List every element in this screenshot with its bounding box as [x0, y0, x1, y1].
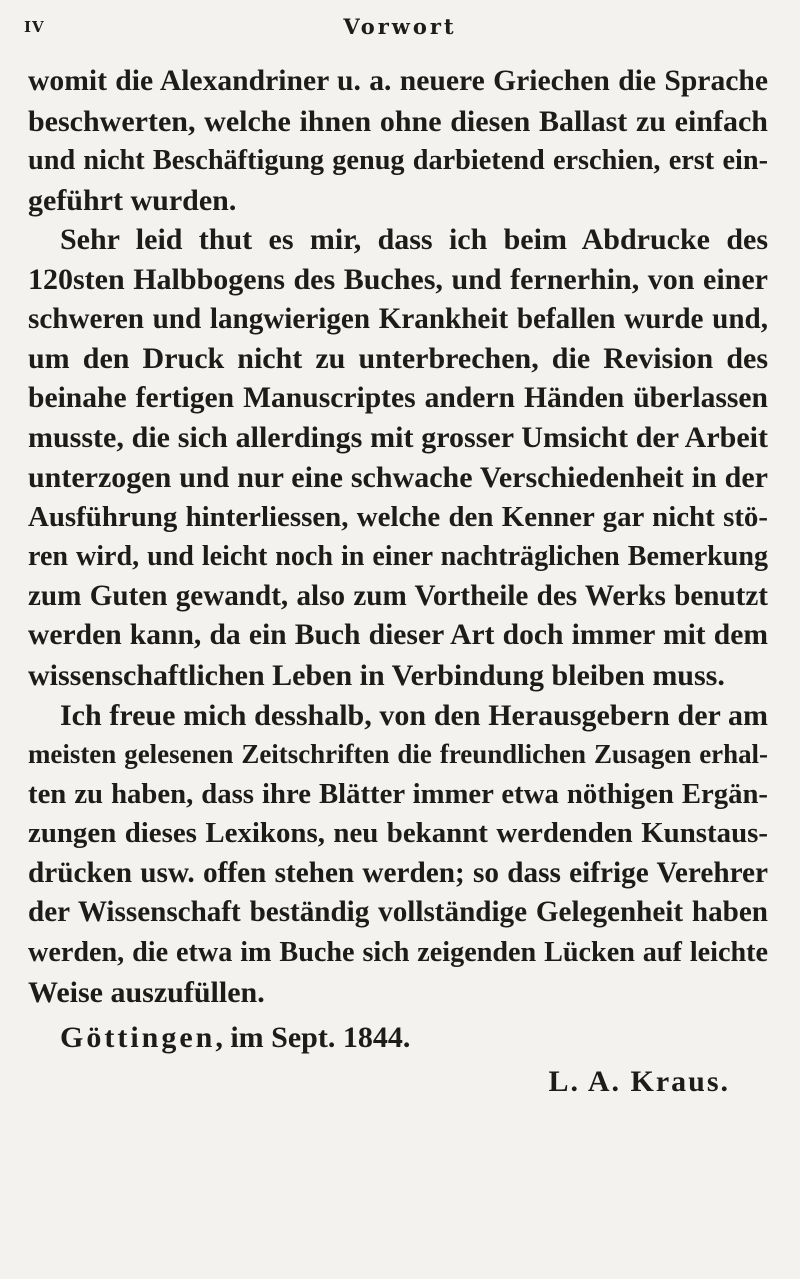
text-line: meisten gelesenen Zeitschriften die freundlichen Zusagen erhal- — [28, 739, 768, 770]
paragraph-2 — [28, 220, 768, 695]
text-line: der Wissenschaft beständig vollständige Gelegenheit haben — [28, 896, 768, 929]
section-title: Vorwort — [343, 14, 457, 39]
text-line: wissenschaftlichen Leben in Verbindung bleiben muss. — [28, 658, 725, 692]
text-line: und nicht Beschäftigung genug darbietend erschien, erst ein- — [28, 145, 768, 177]
text-line: drücken usw. offen stehen werden; so dass eifrige Verehrer — [28, 856, 768, 889]
text-line: werden kann, da ein Buch dieser Art doch immer mit dem — [28, 619, 768, 652]
text-line: zum Guten gewandt, also zum Vortheile des Werks benutzt — [28, 579, 768, 612]
text-line: musste, die sich allerdings mit grosser Umsicht der Arbeit — [28, 421, 768, 455]
text-line: Ich freue mich desshalb, von den Herausgebern der am — [60, 698, 768, 732]
place: Göttingen — [60, 1021, 216, 1055]
text-line: zungen dieses Lexikons, neu bekannt werdenden Kunstaus- — [28, 817, 768, 850]
signature: L. A. Kraus. — [548, 1065, 730, 1099]
page-number: IV — [24, 18, 45, 36]
body-text — [28, 62, 768, 1104]
text-line: Sehr leid thut es mir, dass ich beim Abdrucke des — [60, 223, 768, 257]
text-line: unterzogen und nur eine schwache Verschiedenheit in der — [28, 460, 768, 494]
date: , im Sept. 1844. — [215, 1021, 411, 1055]
text-line: beschwerten, welche ihnen ohne diesen Ballast zu einfach — [28, 104, 768, 138]
paragraph-3 — [28, 696, 768, 1013]
text-line: Weise auszufüllen. — [28, 975, 265, 1009]
text-line: 120sten Halbbogens des Buches, und fernerhin, von einer — [28, 262, 768, 296]
text-line: geführt wurden. — [28, 183, 237, 217]
text-line: womit die Alexandriner u. a. neuere Griechen die Sprache — [28, 65, 768, 97]
running-head — [0, 12, 800, 48]
text-line: um den Druck nicht zu unterbrechen, die Revision des — [28, 342, 768, 376]
place-date — [28, 1016, 768, 1060]
text-line: schweren und langwierigen Krankheit befallen wurde und, — [28, 302, 768, 335]
text-line: ten zu haben, dass ihre Blätter immer etwa nöthigen Ergän- — [28, 777, 768, 810]
text-line: werden, die etwa im Buche sich zeigenden Lücken auf leichte — [28, 937, 768, 969]
text-line: ren wird, und leicht noch in einer nachträglichen Bemerkung — [28, 541, 768, 573]
text-line: Ausführung hinterliessen, welche den Kenner gar nicht stö- — [28, 500, 768, 533]
text-line: beinahe fertigen Manuscriptes andern Händen überlassen — [28, 381, 768, 414]
paragraph-1 — [28, 62, 768, 220]
